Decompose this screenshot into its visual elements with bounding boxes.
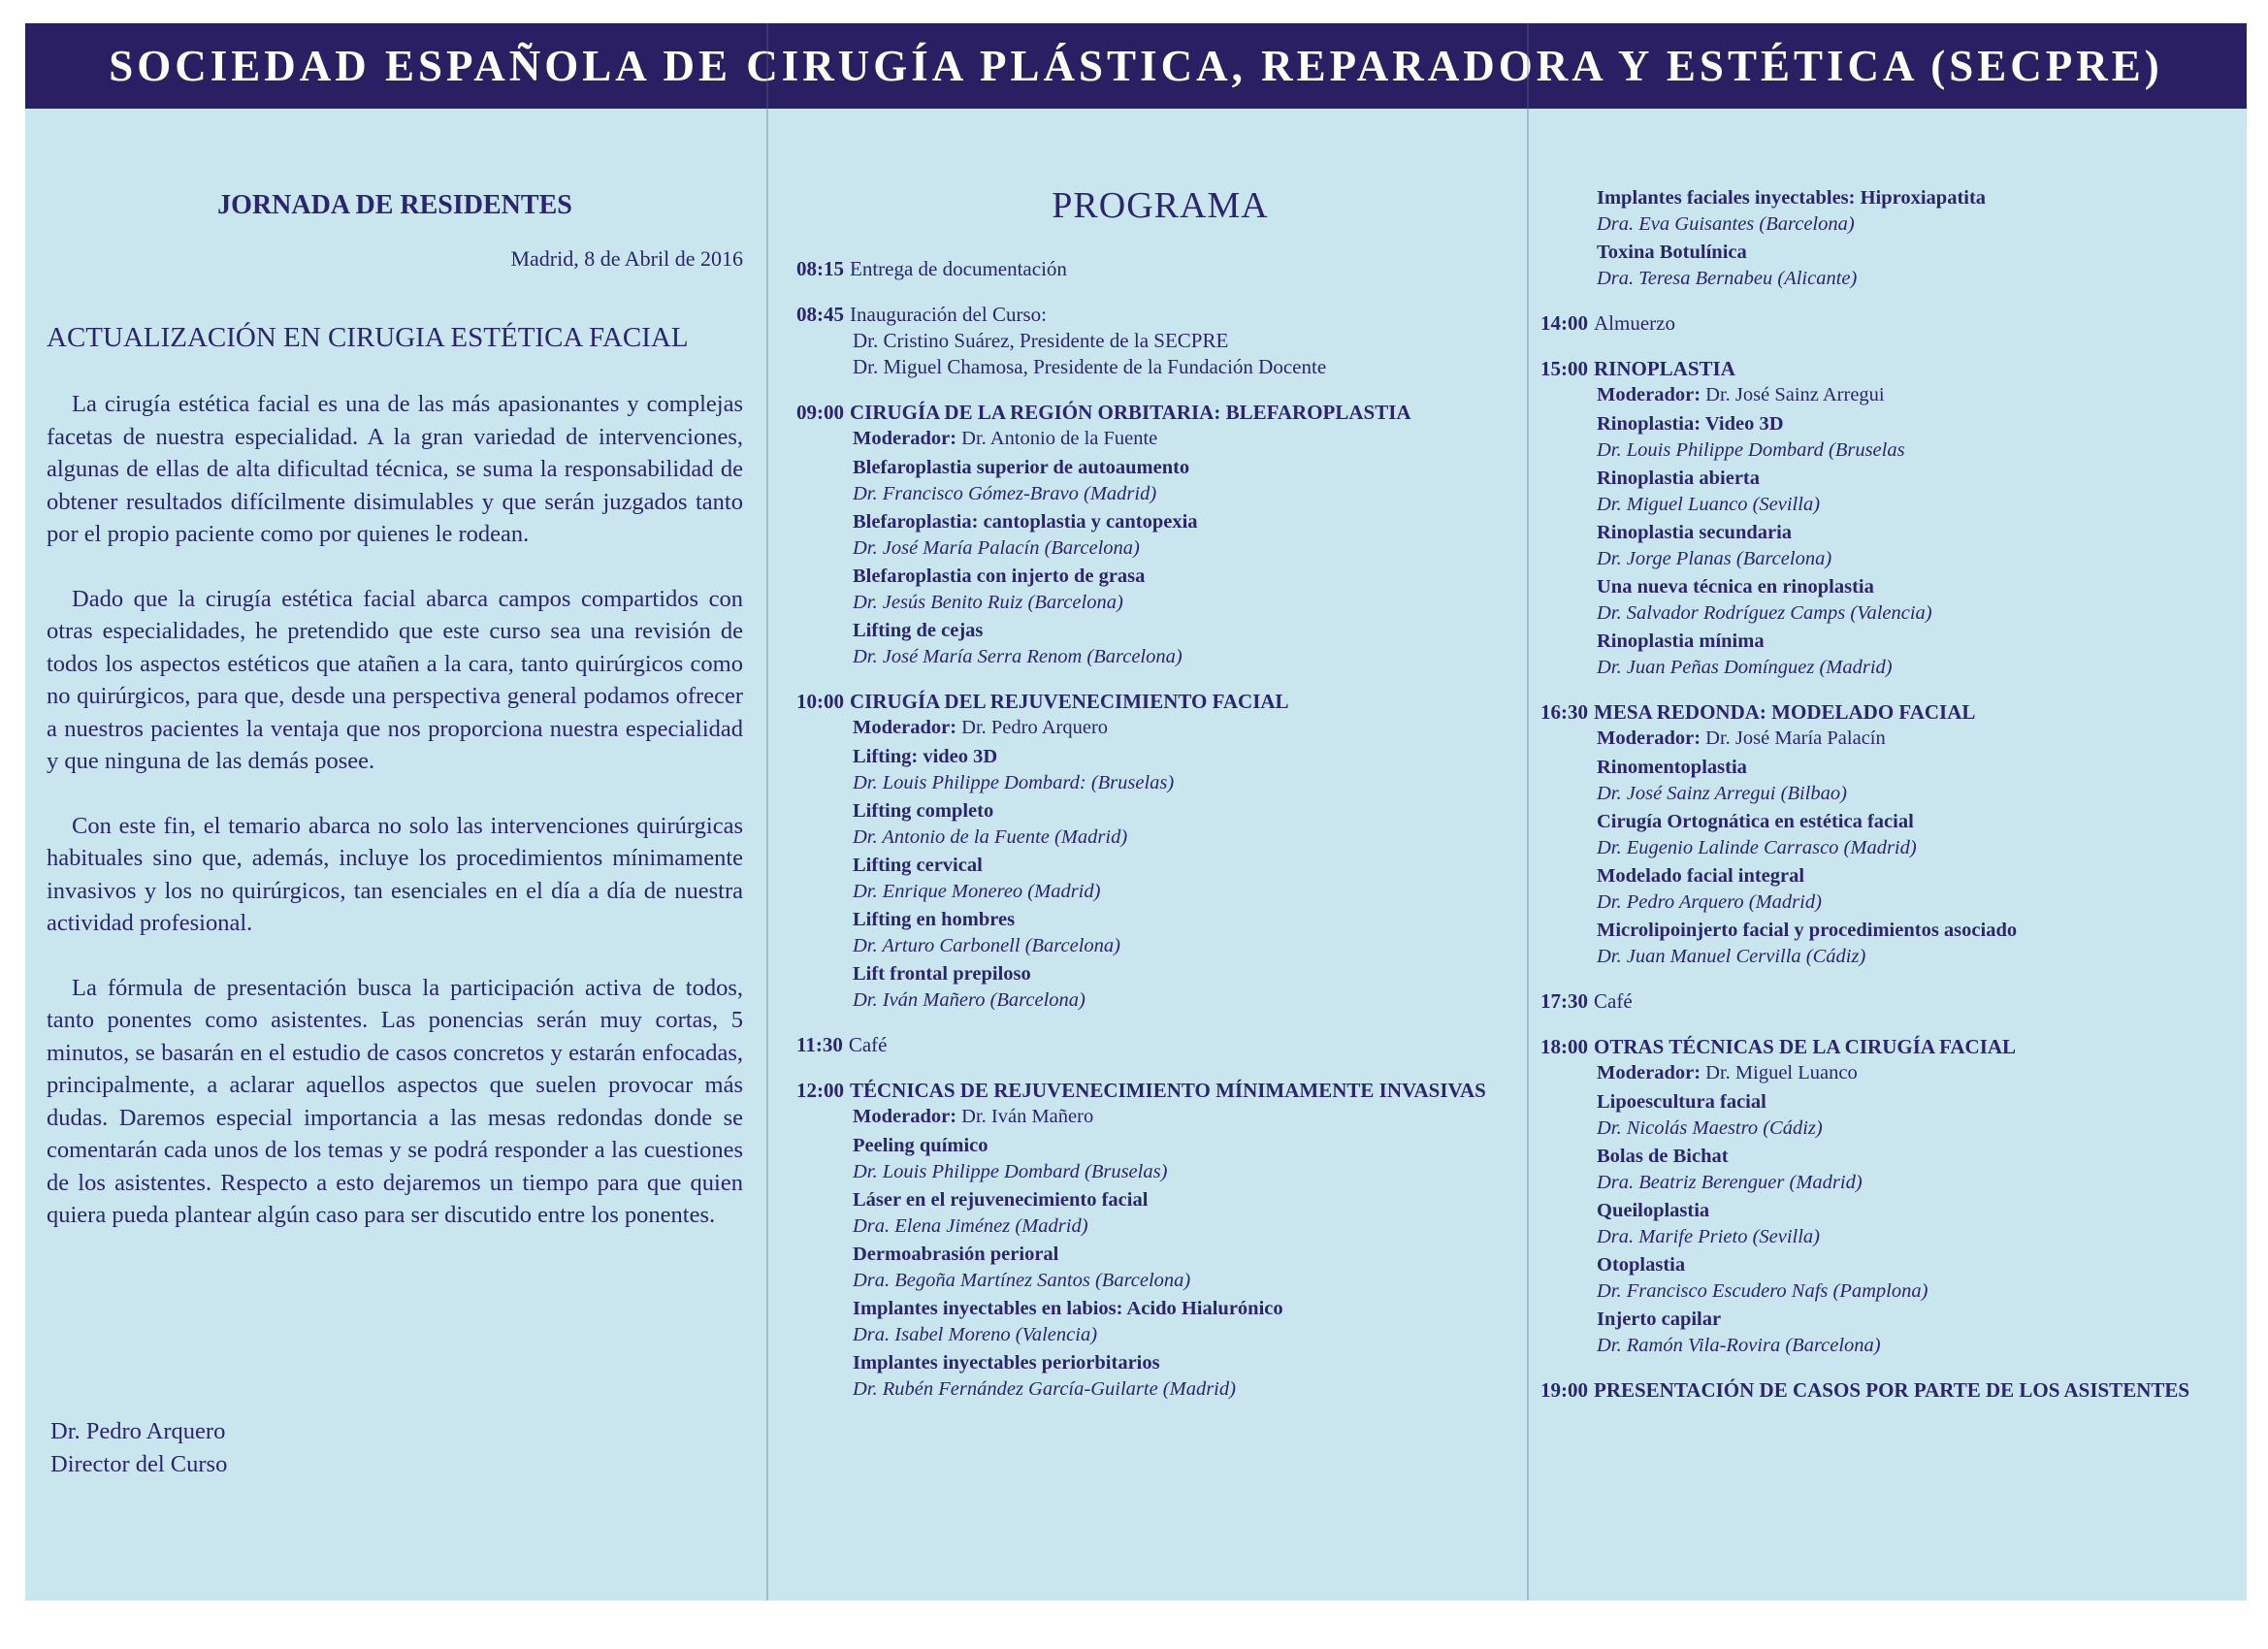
- talk-title: Implantes faciales inyectables: Hiproxiapatita: [1597, 187, 1987, 209]
- talk-title: Rinoplastia abierta: [1597, 468, 1760, 489]
- schedule-slot: [796, 689, 1524, 1013]
- slot-title: Café: [848, 1033, 888, 1056]
- signature: [50, 1415, 227, 1480]
- slot-title: RINOPLASTIA: [1594, 357, 1735, 380]
- program-schedule: [796, 256, 1524, 1421]
- talk-item: [1540, 466, 2239, 517]
- moderator-name: Dr. José María Palacín: [1705, 728, 1886, 749]
- talk-speaker: Dr. Arturo Carbonell (Barcelona): [853, 935, 1120, 956]
- moderator-label: Moderador:: [853, 428, 957, 449]
- program-schedule-continued: [1540, 182, 2239, 1423]
- talk-item: [796, 509, 1524, 561]
- slot-title: MESA REDONDA: MODELADO FACIAL: [1594, 700, 1976, 724]
- signature-name: Dr. Pedro Arquero: [50, 1418, 226, 1444]
- talk-item: [1540, 918, 2239, 969]
- talk-title: Lifting cervical: [853, 855, 983, 876]
- talk-speaker: Dra. Isabel Moreno (Valencia): [853, 1324, 1098, 1345]
- schedule-slot: [1540, 356, 2239, 680]
- slot-heading: [1540, 356, 2239, 382]
- talk-item: [1540, 809, 2239, 860]
- moderator-line: [1540, 726, 2239, 752]
- slot-heading: [1540, 1034, 2239, 1060]
- event-heading: JORNADA DE RESIDENTES: [217, 190, 572, 220]
- talk-item: [1540, 185, 2239, 237]
- talk-item: [1540, 1307, 2239, 1358]
- talk-speaker: Dr. Rubén Fernández García-Guilarte (Madrid): [853, 1378, 1236, 1400]
- slot-heading: [796, 256, 1524, 282]
- talk-title: Lifting de cejas: [853, 620, 984, 641]
- talk-speaker: Dr. Louis Philippe Dombard: (Bruselas): [853, 772, 1175, 793]
- talk-speaker: Dr. José María Palacín (Barcelona): [853, 537, 1140, 559]
- program-continued-panel: [1540, 109, 2239, 1600]
- moderator-line: [1540, 1060, 2239, 1086]
- moderator-line: [1540, 382, 2239, 408]
- talk-title: Láser en el rejuvenecimiento facial: [853, 1189, 1149, 1211]
- schedule-slot: [1540, 310, 2239, 337]
- talk-item: [1540, 1144, 2239, 1195]
- talk-title: Otoplastia: [1597, 1254, 1686, 1276]
- talk-title: Blefaroplastia con injerto de grasa: [853, 566, 1146, 587]
- talk-item: [1540, 1198, 2239, 1249]
- slot-time: 08:15: [796, 257, 844, 280]
- slot-title: CIRUGÍA DE LA REGIÓN ORBITARIA: BLEFAROPLASTIA: [850, 401, 1411, 424]
- slot-heading: [796, 400, 1524, 426]
- talk-item: [796, 1133, 1524, 1184]
- slot-time: 10:00: [796, 690, 844, 713]
- program-panel: [796, 109, 1524, 1600]
- talk-title: Queiloplastia: [1597, 1200, 1710, 1221]
- moderator-name: Dr. Iván Mañero: [961, 1106, 1094, 1127]
- intro-text: [47, 388, 743, 1264]
- talk-title: Rinomentoplastia: [1597, 757, 1747, 778]
- talk-title: Microlipoinjerto facial y procedimientos asociado: [1597, 920, 2018, 941]
- talk-speaker: Dr. Pedro Arquero (Madrid): [1597, 891, 1822, 913]
- talk-item: [796, 1296, 1524, 1347]
- place-date: Madrid, 8 de Abril de 2016: [510, 246, 743, 271]
- talk-item: [796, 744, 1524, 795]
- talk-speaker: Dra. Teresa Bernabeu (Alicante): [1597, 268, 1858, 289]
- talk-item: [1540, 411, 2239, 463]
- moderator-label: Moderador:: [1597, 1062, 1701, 1083]
- talk-item: [796, 961, 1524, 1013]
- talk-title: Blefaroplastia: cantoplastia y cantopexia: [853, 511, 1198, 533]
- course-subject: ACTUALIZACIÓN EN CIRUGIA ESTÉTICA FACIAL: [47, 322, 689, 353]
- talk-item: [796, 907, 1524, 958]
- slot-time: 18:00: [1540, 1035, 1588, 1058]
- talk-item: [1540, 1089, 2239, 1141]
- moderator-name: Dr. Pedro Arquero: [961, 717, 1109, 738]
- talk-title: Lifting completo: [853, 800, 994, 822]
- talk-title: Cirugía Ortognática en estética facial: [1597, 811, 1914, 832]
- talk-speaker: Dr. Louis Philippe Dombard (Bruselas): [853, 1161, 1168, 1182]
- talk-title: Lifting: video 3D: [853, 746, 998, 767]
- slot-title: Almuerzo: [1594, 311, 1675, 335]
- talk-title: Rinoplastia mínima: [1597, 630, 1765, 652]
- talk-title: Rinoplastia secundaria: [1597, 522, 1793, 543]
- talk-item: [796, 853, 1524, 904]
- moderator-name: Dr. Antonio de la Fuente: [961, 428, 1158, 449]
- talk-title: Lifting en hombres: [853, 909, 1016, 930]
- moderator-label: Moderador:: [853, 717, 957, 738]
- intro-paragraph: Dado que la cirugía estética facial abarca campos compartidos con otras especialidades, he pretendido que este curso sea una revisión de todos los aspectos estéticos que atañen a la cara, tanto quirúrgicos como no quirúrgicos, para que, desde una perspectiva general podamos ofrecer a nuestros pacientes la ventaja que nos proporciona nuestra especialidad y que ninguna de las demás posee.: [47, 585, 743, 774]
- slot-time: 08:45: [796, 303, 844, 326]
- talk-item: [796, 1242, 1524, 1293]
- schedule-slot: [796, 256, 1524, 282]
- moderator-line: [796, 1104, 1524, 1130]
- talk-item: [796, 455, 1524, 506]
- talk-speaker: Dr. Francisco Gómez-Bravo (Madrid): [853, 483, 1157, 504]
- intro-panel: [47, 109, 743, 1600]
- slot-time: 11:30: [796, 1033, 843, 1056]
- talk-item: [796, 1187, 1524, 1239]
- slot-time: 09:00: [796, 401, 844, 424]
- moderator-line: [796, 426, 1524, 452]
- moderator-label: Moderador:: [1597, 728, 1701, 749]
- slot-heading: [1540, 310, 2239, 337]
- moderator-name: Dr. José Sainz Arregui: [1705, 384, 1885, 405]
- fold-line-right: [1527, 23, 1529, 1600]
- moderator-line: [796, 715, 1524, 741]
- brochure-sheet: [25, 23, 2247, 1600]
- slot-heading: [1540, 988, 2239, 1015]
- talk-title: Toxina Botulínica: [1597, 242, 1747, 263]
- talk-item: [1540, 1252, 2239, 1304]
- talk-speaker: Dr. Eugenio Lalinde Carrasco (Madrid): [1597, 837, 1917, 858]
- talk-title: Implantes inyectables periorbitarios: [853, 1352, 1160, 1374]
- talk-title: Rinoplastia: Video 3D: [1597, 413, 1784, 435]
- schedule-slot: [1540, 1377, 2239, 1404]
- slot-time: 15:00: [1540, 357, 1588, 380]
- slot-heading: [796, 1078, 1524, 1104]
- fold-line-left: [766, 23, 768, 1600]
- slot-time: 17:30: [1540, 989, 1588, 1013]
- talk-speaker: Dr. José Sainz Arregui (Bilbao): [1597, 783, 1847, 804]
- slot-detail-line: Dr. Cristino Suárez, Presidente de la SECPRE: [853, 329, 1229, 352]
- talk-item: [796, 564, 1524, 615]
- talk-speaker: Dr. Juan Peñas Domínguez (Madrid): [1597, 657, 1893, 678]
- talk-title: Dermoabrasión perioral: [853, 1244, 1059, 1265]
- talk-item: [796, 1350, 1524, 1402]
- talk-speaker: Dr. Jorge Planas (Barcelona): [1597, 548, 1832, 569]
- talk-speaker: Dr. Iván Mañero (Barcelona): [853, 989, 1085, 1011]
- talk-item: [1540, 629, 2239, 680]
- talk-speaker: Dr. Miguel Luanco (Sevilla): [1597, 494, 1821, 515]
- talk-title: Lift frontal prepiloso: [853, 963, 1031, 985]
- schedule-slot: [796, 302, 1524, 380]
- slot-heading: [796, 689, 1524, 715]
- talk-speaker: Dr. Salvador Rodríguez Camps (Valencia): [1597, 602, 1932, 624]
- slot-time: 16:30: [1540, 700, 1588, 724]
- slot-title: Inauguración del Curso:: [850, 303, 1047, 326]
- talk-title: Bolas de Bichat: [1597, 1146, 1729, 1167]
- talk-speaker: Dr. Ramón Vila-Rovira (Barcelona): [1597, 1335, 1881, 1356]
- talk-speaker: Dra. Marife Prieto (Sevilla): [1597, 1226, 1821, 1247]
- slot-time: 14:00: [1540, 311, 1588, 335]
- intro-paragraph: La fórmula de presentación busca la participación activa de todos, tanto ponentes como asistentes. Las ponencias serán muy cortas, 5 minutos, se basarán en el estudio de casos concretos y estarán enfocadas, principalmente, a aclarar aquellos aspectos que suelen provocar más dudas. Daremos especial importancia a las mesas redondas donde se comentarán cada unos de los temas y se podrá responder a las cuestiones de los asistentes. Respecto a esto dejaremos un tiempo para que quien quiera pueda plantear algún caso para ser discutido entre los ponentes.: [47, 974, 743, 1228]
- slot-detail-line: Dr. Miguel Chamosa, Presidente de la Fundación Docente: [853, 355, 1327, 378]
- talk-speaker: Dra. Eva Guisantes (Barcelona): [1597, 213, 1855, 235]
- talk-item: [796, 618, 1524, 669]
- schedule-slot: [1540, 699, 2239, 969]
- talk-speaker: Dr. Francisco Escudero Nafs (Pamplona): [1597, 1280, 1928, 1302]
- slot-title: Café: [1594, 989, 1633, 1013]
- talk-title: Lipoescultura facial: [1597, 1091, 1766, 1113]
- slot-time: 12:00: [796, 1079, 844, 1102]
- talk-title: Una nueva técnica en rinoplastia: [1597, 576, 1874, 598]
- talk-item: [1540, 863, 2239, 915]
- talk-speaker: Dr. Louis Philippe Dombard (Bruselas: [1597, 439, 1905, 461]
- talk-speaker: Dra. Beatriz Berenguer (Madrid): [1597, 1172, 1863, 1193]
- moderator-label: Moderador:: [853, 1106, 957, 1127]
- slot-title: PRESENTACIÓN DE CASOS POR PARTE DE LOS ASISTENTES: [1594, 1378, 2190, 1402]
- talk-item: [796, 798, 1524, 850]
- moderator-name: Dr. Miguel Luanco: [1705, 1062, 1858, 1083]
- talk-title: Blefaroplastia superior de autoaumento: [853, 457, 1190, 478]
- schedule-slot: [796, 400, 1524, 669]
- slot-heading: [796, 1032, 1524, 1058]
- talk-title: Modelado facial integral: [1597, 865, 1805, 887]
- slot-heading: [1540, 699, 2239, 726]
- talk-speaker: Dra. Elena Jiménez (Madrid): [853, 1215, 1088, 1237]
- slot-title: OTRAS TÉCNICAS DE LA CIRUGÍA FACIAL: [1594, 1035, 2017, 1058]
- slot-title: CIRUGÍA DEL REJUVENECIMIENTO FACIAL: [850, 690, 1289, 713]
- intro-paragraph: Con este fin, el temario abarca no solo las intervenciones quirúrgicas habituales sino que, además, incluye los procedimientos mínimamente invasivos y los no quirúrgicos, tan esenciales en el día a día de nuestra actividad profesional.: [47, 812, 743, 936]
- talk-title: Implantes inyectables en labios: Acido Hialurónico: [853, 1298, 1283, 1319]
- talk-item: [1540, 520, 2239, 571]
- slot-time: 19:00: [1540, 1378, 1588, 1402]
- banner-title: SOCIEDAD ESPAÑOLA DE CIRUGÍA PLÁSTICA, REPARADORA Y ESTÉTICA (SECPRE): [25, 23, 2247, 109]
- talk-title: Injerto capilar: [1597, 1309, 1722, 1330]
- talk-speaker: Dra. Begoña Martínez Santos (Barcelona): [853, 1270, 1191, 1291]
- slot-heading: [1540, 1377, 2239, 1404]
- talk-speaker: Dr. José María Serra Renom (Barcelona): [853, 646, 1183, 667]
- talk-title: Peeling químico: [853, 1135, 988, 1156]
- slot-title: TÉCNICAS DE REJUVENECIMIENTO MÍNIMAMENTE INVASIVAS: [850, 1079, 1486, 1102]
- talk-speaker: Dr. Juan Manuel Cervilla (Cádiz): [1597, 946, 1866, 967]
- talk-speaker: Dr. Nicolás Maestro (Cádiz): [1597, 1117, 1823, 1139]
- schedule-slot: [1540, 1034, 2239, 1358]
- schedule-slot: [796, 1078, 1524, 1402]
- moderator-label: Moderador:: [1597, 384, 1701, 405]
- program-title: PROGRAMA: [1052, 185, 1269, 226]
- talk-speaker: Dr. Antonio de la Fuente (Madrid): [853, 826, 1128, 848]
- talk-item: [1540, 240, 2239, 291]
- signature-role: Director del Curso: [50, 1450, 228, 1477]
- talk-item: [1540, 755, 2239, 806]
- slot-heading: [796, 302, 1524, 328]
- slot-title: Entrega de documentación: [850, 257, 1067, 280]
- schedule-slot: [1540, 988, 2239, 1015]
- right-slots: [1540, 310, 2239, 1404]
- talk-speaker: Dr. Enrique Monereo (Madrid): [853, 881, 1101, 902]
- talk-speaker: Dr. Jesús Benito Ruiz (Barcelona): [853, 592, 1123, 613]
- schedule-slot: [796, 1032, 1524, 1058]
- continued-talks: [1540, 185, 2239, 291]
- talk-item: [1540, 574, 2239, 626]
- intro-paragraph: La cirugía estética facial es una de las más apasionantes y complejas facetas de nuestra especialidad. A la gran variedad de intervenciones, algunas de ellas de alta dificultad técnica, se suma la responsabilidad de obtener resultados difícilmente disimulables y que serán juzgados tanto por el propio paciente como por quienes le rodean.: [47, 391, 743, 547]
